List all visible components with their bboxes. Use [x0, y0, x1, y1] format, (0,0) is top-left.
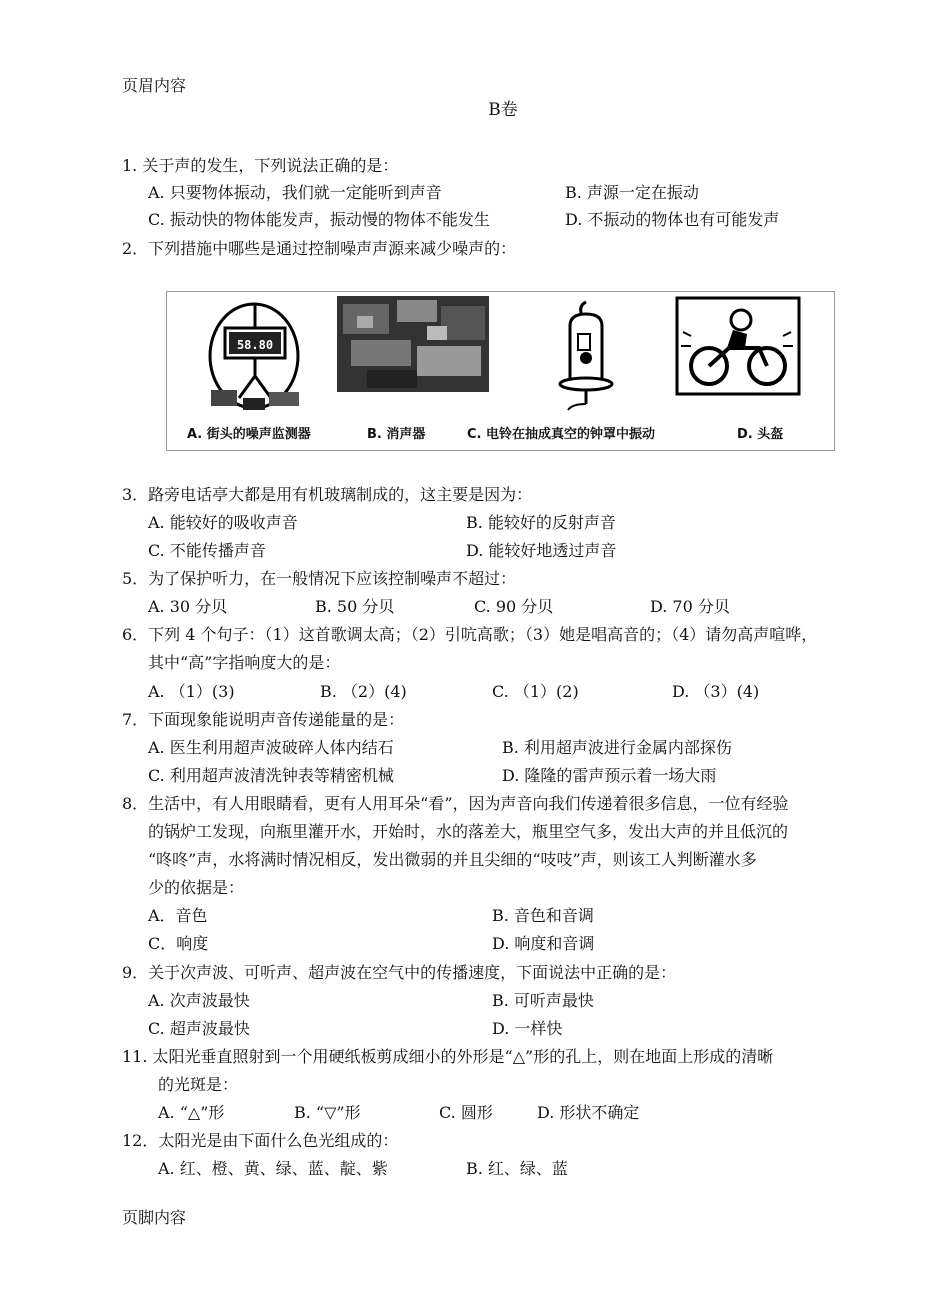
q6-option-b: B. （2）(4): [320, 682, 407, 701]
q3-option-a: A. 能较好的吸收声音: [148, 513, 298, 532]
q8-option-d: D. 响度和音调: [492, 934, 595, 953]
q11-option-c: C. 圆形: [439, 1103, 493, 1122]
q1-stem: 1. 关于声的发生，下列说法正确的是：: [122, 156, 399, 175]
q9-option-d: D. 一样快: [492, 1019, 563, 1038]
q7-option-d: D. 隆隆的雷声预示着一场大雨: [502, 766, 717, 785]
q9-option-b: B. 可听声最快: [492, 991, 594, 1010]
q8-option-b: B. 音色和音调: [492, 906, 594, 925]
q5-stem: 5．为了保护听力，在一般情况下应该控制噪声不超过：: [122, 569, 517, 588]
q1-option-b: B. 声源一定在振动: [565, 183, 699, 202]
q2-figure-caption-b: B. 消声器: [367, 427, 426, 442]
q9-option-c: C. 超声波最快: [148, 1019, 250, 1038]
q3-option-c: C. 不能传播声音: [148, 541, 266, 560]
q7-option-b: B. 利用超声波进行金属内部探伤: [502, 738, 732, 757]
q6-stem-line1: 6．下列 4 个句子：（1）这首歌调太高；（2）引吭高歌；（3）她是唱高音的；（4）请勿高声喧哗，: [122, 625, 818, 644]
q2-figure-caption-a: A. 街头的噪声监测器: [187, 427, 311, 442]
q11-stem-line1: 11. 太阳光垂直照射到一个用硬纸板剪成细小的外形是“△”形的孔上，则在地面上形成的清晰: [122, 1047, 774, 1066]
muffler-image: [337, 296, 489, 392]
q1-option-c: C. 振动快的物体能发声，振动慢的物体不能发生: [148, 210, 490, 229]
q2-stem: 2．下列措施中哪些是通过控制噪声声源来减少噪声的：: [122, 239, 517, 258]
q6-option-c: C. （1）(2): [492, 682, 579, 701]
q3-option-d: D. 能较好地透过声音: [466, 541, 617, 560]
q5-option-d: D. 70 分贝: [650, 597, 730, 616]
q7-option-a: A. 医生利用超声波破碎人体内结石: [148, 738, 394, 757]
q1-option-d: D. 不振动的物体也有可能发声: [565, 210, 780, 229]
q2-figure-caption-c: C. 电铃在抽成真空的钟罩中振动: [467, 427, 656, 442]
q5-option-b: B. 50 分贝: [315, 597, 395, 616]
q11-option-d: D. 形状不确定: [537, 1103, 640, 1122]
page-footer: 页脚内容: [122, 1208, 187, 1227]
q11-option-b: B. “▽”形: [294, 1103, 361, 1122]
bell-jar-image: [552, 298, 622, 416]
q11-stem-line2: 的光斑是：: [158, 1075, 239, 1094]
q7-stem: 7．下面现象能说明声音传递能量的是：: [122, 710, 405, 729]
q12-option-a: A. 红、橙、黄、绿、蓝、靛、紫: [158, 1159, 388, 1178]
q5-option-c: C. 90 分贝: [474, 597, 554, 616]
q11-option-a: A. “△”形: [158, 1103, 225, 1122]
q8-stem-line3: “咚咚”声，水将满时情况相反，发出微弱的并且尖细的“吱吱”声，则该工人判断灌水多: [148, 850, 757, 869]
q12-stem: 12．太阳光是由下面什么色光组成的：: [122, 1131, 399, 1150]
helmet-rider-image: [675, 296, 801, 396]
q6-option-a: A. （1）(3): [148, 682, 235, 701]
q8-stem-line2: 的锅炉工发现，向瓶里灌开水，开始时，水的落差大，瓶里空气多，发出大声的并且低沉的: [148, 822, 789, 841]
noise-monitor-image: [207, 298, 307, 416]
q8-option-a: A．音色: [148, 906, 208, 925]
q3-option-b: B. 能较好的反射声音: [466, 513, 616, 532]
monitor-display-text: 58.80: [236, 338, 274, 352]
q6-option-d: D. （3）(4): [672, 682, 760, 701]
q7-option-c: C. 利用超声波清洗钟表等精密机械: [148, 766, 394, 785]
q2-figure-caption-d: D. 头盔: [737, 427, 784, 442]
q8-stem-line4: 少的依据是：: [148, 878, 245, 897]
q12-option-b: B. 红、绿、蓝: [466, 1159, 568, 1178]
q5-option-a: A. 30 分贝: [148, 597, 228, 616]
q6-stem-line2: 其中“高”字指响度大的是：: [148, 653, 341, 672]
q8-stem-line1: 8．生活中，有人用眼睛看，更有人用耳朵“看”，因为声音向我们传递着很多信息，一位有经验: [122, 794, 789, 813]
q9-stem: 9．关于次声波、可听声、超声波在空气中的传播速度，下面说法中正确的是：: [122, 963, 677, 982]
q2-figure: [166, 291, 835, 451]
page-header: 页眉内容: [122, 76, 187, 95]
q9-option-a: A. 次声波最快: [148, 991, 250, 1010]
q8-option-c: C．响度: [148, 934, 209, 953]
q3-stem: 3．路旁电话亭大都是用有机玻璃制成的，这主要是因为：: [122, 485, 533, 504]
page-title: B卷: [488, 100, 518, 120]
q1-option-a: A. 只要物体振动，我们就一定能听到声音: [148, 183, 442, 202]
